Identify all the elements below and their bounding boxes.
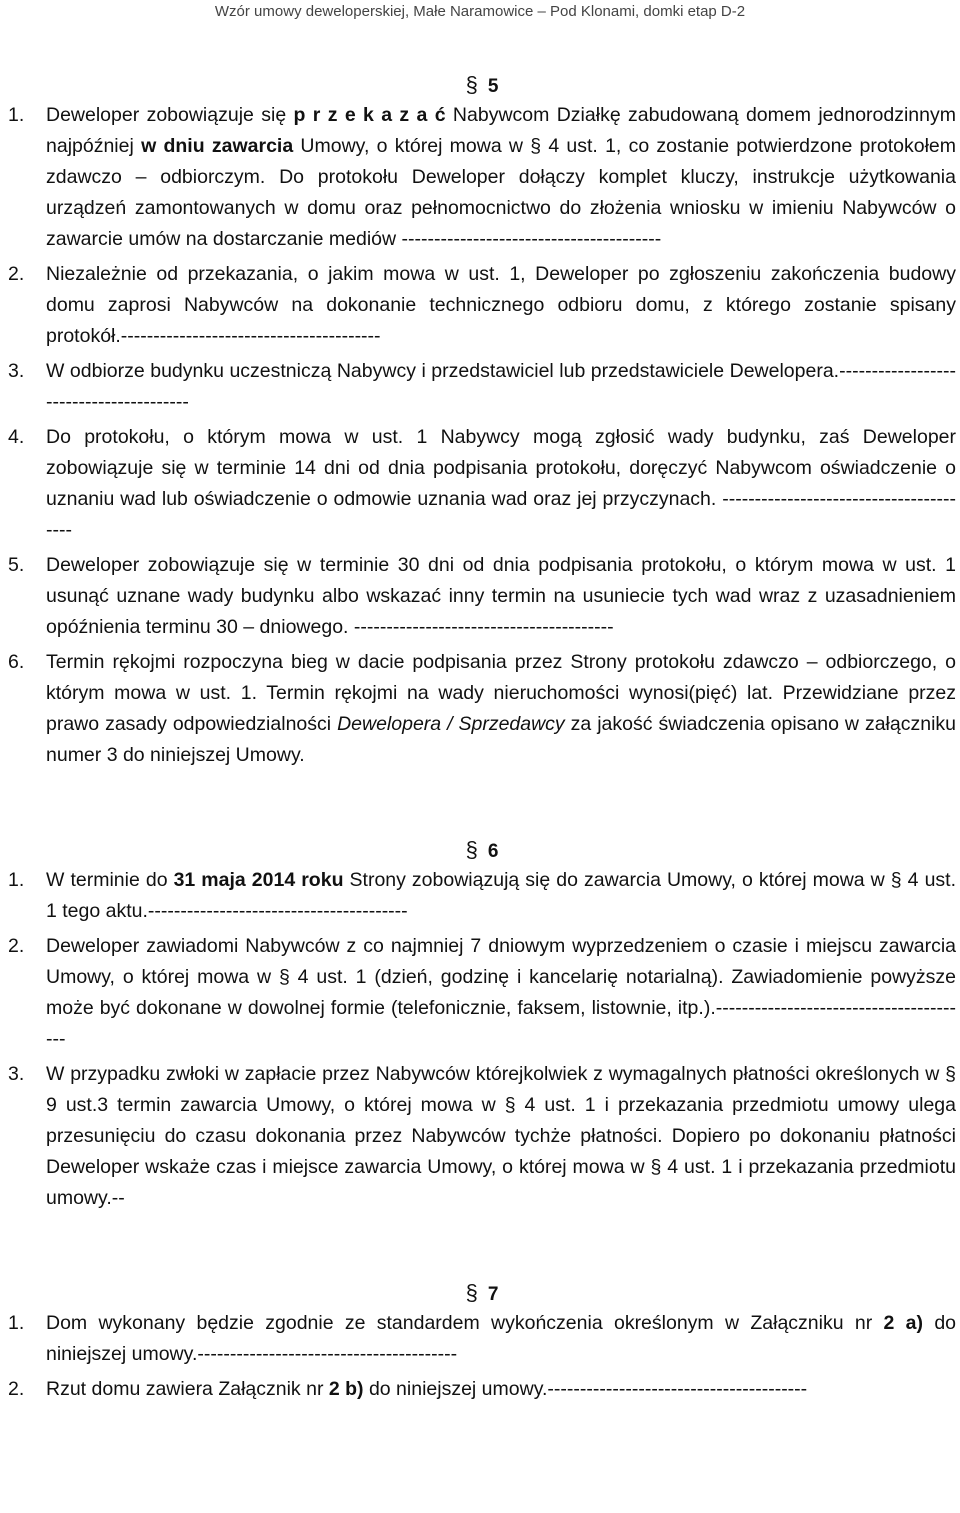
fill-dashes: ---------------------------------------- [547, 1378, 808, 1400]
fill-dashes: ---------------------------------------- [147, 900, 408, 922]
clause-item [8, 550, 956, 643]
clause-number: 5. [8, 554, 25, 576]
clause-text: Termin rękojmi rozpoczyna bieg w dacie podpisania przez Strony protokołu zdawczo – odbiorczego, o którym mowa w ust. 1. Termin rękojmi na wady nieruchomości wynosi(pięć) lat. Przewidziane przez prawo zasady odpowiedzialności Dewelopera / Sprzedawcy za jakość świadczenia opisano w załączniku numer 3 do niniejszej Umowy. [46, 651, 956, 766]
clause-number: 2. [8, 1378, 25, 1400]
fill-dashes: ---------------------------------------- [197, 1343, 458, 1365]
clause-text: W terminie do 31 maja 2014 roku Strony zobowiązują się do zawarcia Umowy, o której mowa w § 4 ust. 1 tego aktu. [46, 869, 956, 922]
clause-item [8, 1308, 956, 1370]
clause-item [8, 259, 956, 352]
clause-number: 6. [8, 651, 25, 673]
clause-text: Deweloper zobowiązuje się w terminie 30 dni od dnia podpisania protokołu, o którym mowa w ust. 1 usunąć uznane wady budynku albo wskazać inny termin na usuniecie tych wad wraz z uzasadnieniem opóźnienia terminu 30 – dniowego. [46, 554, 956, 638]
section-symbol: § [465, 1280, 478, 1305]
clause-text: Dom wykonany będzie zgodnie ze standardem wykończenia określonym w Załączniku nr 2 a) do niniejszej umowy. [46, 1312, 957, 1365]
clause-number: 1. [8, 1312, 25, 1334]
clause-text: Deweloper zobowiązuje się p r z e k a z a ć Nabywcom Działkę zabudowaną domem jednorodzinnym najpóźniej w dniu zawarcia Umowy, o której mowa w § 4 ust. 1, co zostanie potwierdzone protokołem zdawczo – odbiorczym. Do protokołu Deweloper dołączy komplet kluczy, instrukcje użytkowania urządzeń zamontowanych w domu oraz pełnomocnictwo do złożenia wniosku w imieniu Nabywców o zawarcie umów na dostarczanie mediów [46, 104, 956, 250]
clause-item [8, 865, 956, 927]
section-heading [8, 72, 956, 100]
document-body [8, 72, 956, 1409]
clause-text: Deweloper zawiadomi Nabywców z co najmniej 7 dniowym wyprzedzeniem o czasie i miejscu zawarcia Umowy, o której mowa w § 4 ust. 1 (dzień, godzinę i kancelarię notarialną). Zawiadomienie powyższe może być dokonane w dowolnej formie (telefonicznie, faksem, listownie, itp.). [46, 935, 956, 1019]
fill-dashes: ---------------------------------------- [46, 360, 956, 413]
section-heading [8, 837, 956, 865]
section-heading [8, 1280, 956, 1308]
document-header: Wzór umowy deweloperskiej, Małe Naramowice – Pod Klonami, domki etap D-2 [214, 3, 746, 20]
section-symbol: § [465, 837, 478, 862]
section-gap [8, 1218, 956, 1280]
clause-list [8, 100, 956, 771]
clause-number: 2. [8, 263, 25, 285]
section-number: 7 [487, 1284, 499, 1305]
fill-dashes: ---------------------------------------- [46, 997, 956, 1050]
clause-list [8, 865, 956, 1214]
section-gap [8, 775, 956, 837]
clause-item [8, 100, 956, 255]
clause-text: W odbiorze budynku uczestniczą Nabywcy i przedstawiciel lub przedstawiciele Dewelopera. [46, 360, 840, 382]
section-number: 5 [487, 76, 499, 97]
clause-text: Rzut domu zawiera Załącznik nr 2 b) do niniejszej umowy. [46, 1378, 548, 1400]
clause-number: 3. [8, 1063, 25, 1085]
clause-number: 1. [8, 104, 25, 126]
clause-number: 1. [8, 869, 25, 891]
fill-dashes: ---------------------------------------- [401, 228, 662, 250]
clause-text: Niezależnie od przekazania, o jakim mowa w ust. 1, Deweloper po zgłoszeniu zakończenia budowy domu zaprosi Nabywców na dokonanie technicznego odbioru domu, z którego zostanie spisany protokół. [46, 263, 956, 347]
clause-item [8, 422, 956, 546]
fill-dashes: ---------------------------------------- [353, 616, 614, 638]
section-number: 6 [487, 841, 499, 862]
clause-item [8, 647, 956, 771]
clause-item [8, 1059, 956, 1214]
clause-item [8, 931, 956, 1055]
clause-item [8, 1374, 956, 1405]
clause-list [8, 1308, 956, 1405]
fill-dashes: ---------------------------------------- [120, 325, 381, 347]
clause-number: 4. [8, 426, 25, 448]
clause-item [8, 356, 956, 418]
fill-dashes: ---------------------------------------- [46, 488, 956, 541]
clause-text: Do protokołu, o którym mowa w ust. 1 Nabywcy mogą zgłosić wady budynku, zaś Deweloper zobowiązuje się w terminie 14 dni od dnia podpisania protokołu, doręczyć Nabywcom oświadczenie o uznaniu wad lub oświadczenie o odmowie uznania wad oraz jej przyczynach. [46, 426, 956, 510]
section-symbol: § [465, 72, 478, 97]
clause-number: 2. [8, 935, 25, 957]
clause-text: W przypadku zwłoki w zapłacie przez Nabywców którejkolwiek z wymagalnych płatności określonych w § 9 ust.3 termin zawarcia Umowy, o której mowa w § 4 ust. 1 i przekazania przedmiotu umowy ulega przesunięciu do czasu dokonania przez Nabywców tychże płatności. Dopiero po dokonaniu płatności Deweloper wskaże czas i miejsce zawarcia Umowy, o której mowa w § 4 ust. 1 i przekazania przedmiotu umowy.-- [46, 1063, 956, 1209]
clause-number: 3. [8, 360, 25, 382]
